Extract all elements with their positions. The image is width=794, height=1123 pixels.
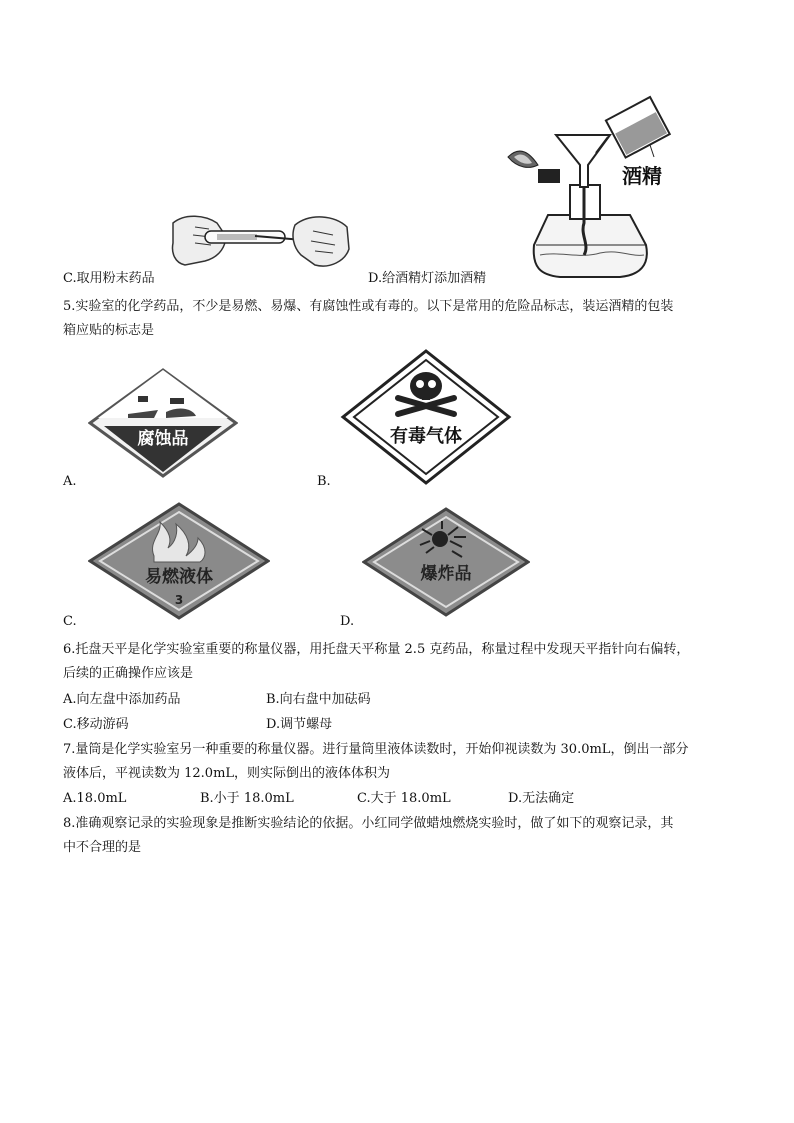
q5-stem-line1: 5.实验室的化学药品，不少是易燃、易爆、有腐蚀性或有毒的。以下是常用的危险品标志，装运酒精的包装	[63, 299, 674, 314]
q4-option-c: C.取用粉末药品	[63, 271, 155, 286]
q6-stem-line1: 6.托盘天平是化学实验室重要的称量仪器，用托盘天平称量 2.5 克药品，称量过程中发现天平指针向右偏转，	[63, 642, 690, 657]
sign-a-text: 腐蚀品	[137, 429, 189, 449]
q7-stem	[63, 738, 743, 786]
q5-stem	[63, 295, 743, 343]
sign-c-number: 3	[174, 593, 184, 607]
figure-powder-taking	[165, 205, 355, 277]
q8-stem-line2: 中不合理的是	[63, 840, 142, 855]
q4-option-d: D.给酒精灯添加酒精	[368, 271, 487, 286]
q6-option-b: B.向右盘中加砝码	[266, 692, 371, 707]
q5-option-c: C.	[63, 614, 77, 629]
figure-add-alcohol	[500, 95, 700, 280]
q7-option-d: D.无法确定	[508, 791, 575, 806]
q6-option-c: C.移动游码	[63, 717, 129, 732]
alcohol-label: 酒精	[622, 164, 662, 188]
q7-stem-line2: 液体后，平视读数为 12.0mL，则实际倒出的液体体积为	[63, 766, 391, 781]
q6-stem	[63, 638, 743, 686]
q6-stem-line2: 后续的正确操作应该是	[63, 666, 194, 681]
q5-stem-line2: 箱应贴的标志是	[63, 323, 155, 338]
q7-stem-line1: 7.量筒是化学实验室另一种重要的称量仪器。进行量筒里液体读数时，开始仰视读数为 30.0mL，倒出一部分	[63, 742, 689, 757]
q8-stem	[63, 812, 743, 860]
q6-option-a: A.向左盘中添加药品	[63, 692, 181, 707]
q7-option-c: C.大于 18.0mL	[357, 791, 451, 806]
q5-option-b: B.	[317, 474, 331, 489]
sign-a-corrosive	[88, 368, 238, 478]
q5-option-d: D.	[340, 614, 355, 629]
sign-d-explosive	[362, 507, 530, 617]
q6-option-d: D.调节螺母	[266, 717, 333, 732]
sign-b-text: 有毒气体	[390, 426, 462, 447]
sign-d-text: 爆炸品	[420, 564, 472, 584]
q7-option-b: B.小于 18.0mL	[200, 791, 294, 806]
q8-stem-line1: 8.准确观察记录的实验现象是推断实验结论的依据。小红同学做蜡烛燃烧实验时，做了如下的观察记录，其	[63, 816, 674, 831]
sign-b-toxic-gas	[340, 348, 512, 486]
sign-c-text: 易燃液体	[145, 567, 213, 587]
sign-c-flammable-liquid	[88, 502, 270, 620]
alcohol-lamp-illustration	[500, 95, 700, 280]
q5-option-a: A.	[63, 474, 77, 489]
q7-option-a: A.18.0mL	[63, 791, 127, 806]
hands-test-tube-illustration	[165, 205, 355, 277]
